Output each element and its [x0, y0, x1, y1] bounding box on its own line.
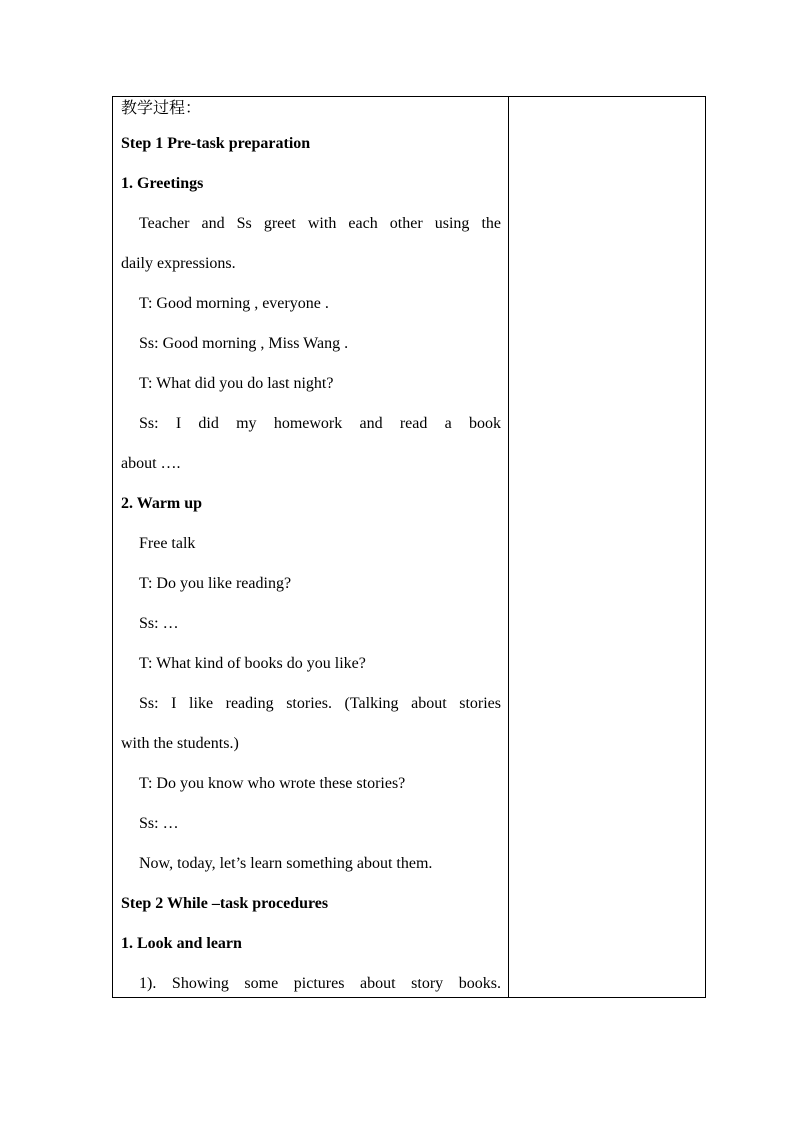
dialogue-line: Ss: … [139, 615, 179, 632]
lesson-table [112, 96, 706, 998]
paragraph-line: Free talk [139, 535, 196, 552]
dialogue-line: Ss: Good morning , Miss Wang . [139, 335, 349, 352]
step-2-heading: Step 2 While –task procedures [121, 895, 329, 912]
step-1-heading: Step 1 Pre-task preparation [121, 135, 311, 152]
warm-up-heading: 2. Warm up [121, 495, 203, 512]
dialogue-line: Ss: … [139, 815, 179, 832]
dialogue-line: T: What kind of books do you like? [139, 655, 366, 672]
notes-column [509, 97, 705, 997]
paragraph-line: Now, today, let’s learn something about them. [139, 855, 433, 872]
dialogue-line: about …. [121, 455, 181, 472]
dialogue-line: T: Do you like reading? [139, 575, 292, 592]
look-and-learn-heading: 1. Look and learn [121, 935, 242, 952]
dialogue-line: Ss: I like reading stories. (Talking about stories [139, 695, 501, 712]
dialogue-line: Ss: I did my homework and read a book [139, 415, 501, 432]
dialogue-line: with the students.) [121, 735, 239, 752]
paragraph-line: Teacher and Ss greet with each other using the [139, 215, 501, 232]
paragraph-line: 1). Showing some pictures about story books. [139, 975, 501, 992]
section-heading-teaching-process: 教学过程： [121, 100, 202, 117]
dialogue-line: T: Do you know who wrote these stories? [139, 775, 406, 792]
teaching-process-column [113, 97, 508, 997]
dialogue-line: T: What did you do last night? [139, 375, 334, 392]
paragraph-line: daily expressions. [121, 255, 236, 272]
greetings-heading: 1. Greetings [121, 175, 204, 192]
dialogue-line: T: Good morning , everyone . [139, 295, 329, 312]
